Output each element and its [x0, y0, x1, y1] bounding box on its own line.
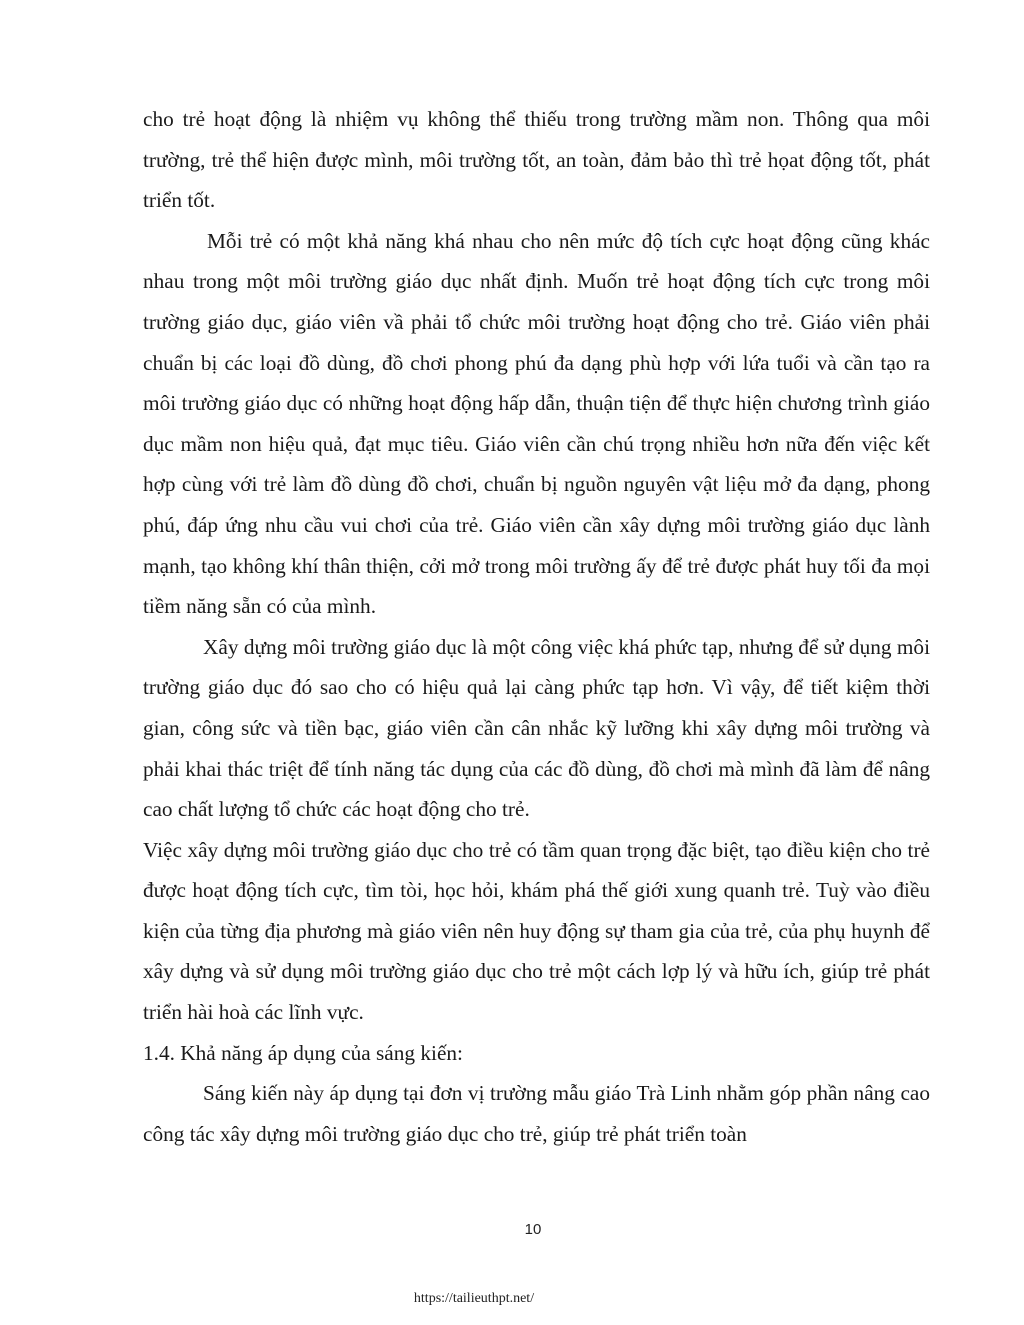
paragraph-importance: Việc xây dựng môi trường giáo dục cho trẻ có tầm quan trọng đặc biệt, tạo điều kiện cho trẻ được hoạt động tích cực, tìm tòi, học hỏi, khám phá thế giới xung quanh trẻ. Tuỳ vào điều kiện của từng địa phương mà giáo viên nên huy động sự tham gia của trẻ, của phụ huynh để xây dựng và sử dụng môi trường giáo dục cho trẻ một cách lợp lý và hữu ích, giúp trẻ phát triển hài hoà các lĩnh vực.: [143, 837, 930, 1025]
section-heading-applicability: 1.4. Khả năng áp dụng của sáng kiến:: [143, 1040, 463, 1065]
page-number: 10: [524, 1221, 542, 1238]
footer-url: https://tailieuthpt.net/: [413, 1291, 535, 1306]
document-body: [143, 99, 930, 1154]
paragraph-applicability: Sáng kiến này áp dụng tại đơn vị trường mẫu giáo Trà Linh nhằm góp phần nâng cao công tác xây dựng môi trường giáo dục cho trẻ, giúp trẻ phát triển toàn: [143, 1081, 930, 1146]
paragraph-building-environment: Xây dựng môi trường giáo dục là một công việc khá phức tạp, nhưng để sử dụng môi trường giáo dục đó sao cho có hiệu quả lại càng phức tạp hơn. Vì vậy, để tiết kiệm thời gian, công sức và tiền bạc, giáo viên cần cân nhắc kỹ lưỡng khi xây dựng môi trường và phải khai thác triệt để tính năng tác dụng của các đồ dùng, đồ chơi mà mình đã làm để nâng cao chất lượng tổ chức các hoạt động cho trẻ.: [143, 634, 930, 822]
paragraph-continuation: cho trẻ hoạt động là nhiệm vụ không thể thiếu trong trường mầm non. Thông qua môi trường, trẻ thể hiện được mình, môi trường tốt, an toàn, đảm bảo thì trẻ họat động tốt, phát triển tốt.: [143, 107, 930, 213]
paragraph-active-level: Mỗi trẻ có một khả năng khá nhau cho nên mức độ tích cực hoạt động cũng khác nhau trong một môi trường giáo dục nhất định. Muốn trẻ hoạt động tích cực trong môi trường giáo dục, giáo viên vầ phải tổ chức môi trường hoạt động cho trẻ. Giáo viên phải chuẩn bị các loại đồ dùng, đồ chơi phong phú đa dạng phù hợp với lứa tuổi và cần tạo ra môi trường giáo dục có những hoạt động hấp dẫn, thuận tiện để thực hiện chương trình giáo dục mầm non hiệu quả, đạt mục tiêu. Giáo viên cần chú trọng nhiều hơn nữa đến việc kết hợp cùng với trẻ làm đồ dùng đồ chơi, chuẩn bị nguồn nguyên vật liệu mở đa dạng, phong phú, đáp ứng nhu cầu vui chơi của trẻ. Giáo viên cần xây dựng môi trường giáo dục lành mạnh, tạo không khí thân thiện, cởi mở trong môi trường ấy để trẻ được phát huy tối đa mọi tiềm năng sẵn có của mình.: [143, 228, 930, 619]
